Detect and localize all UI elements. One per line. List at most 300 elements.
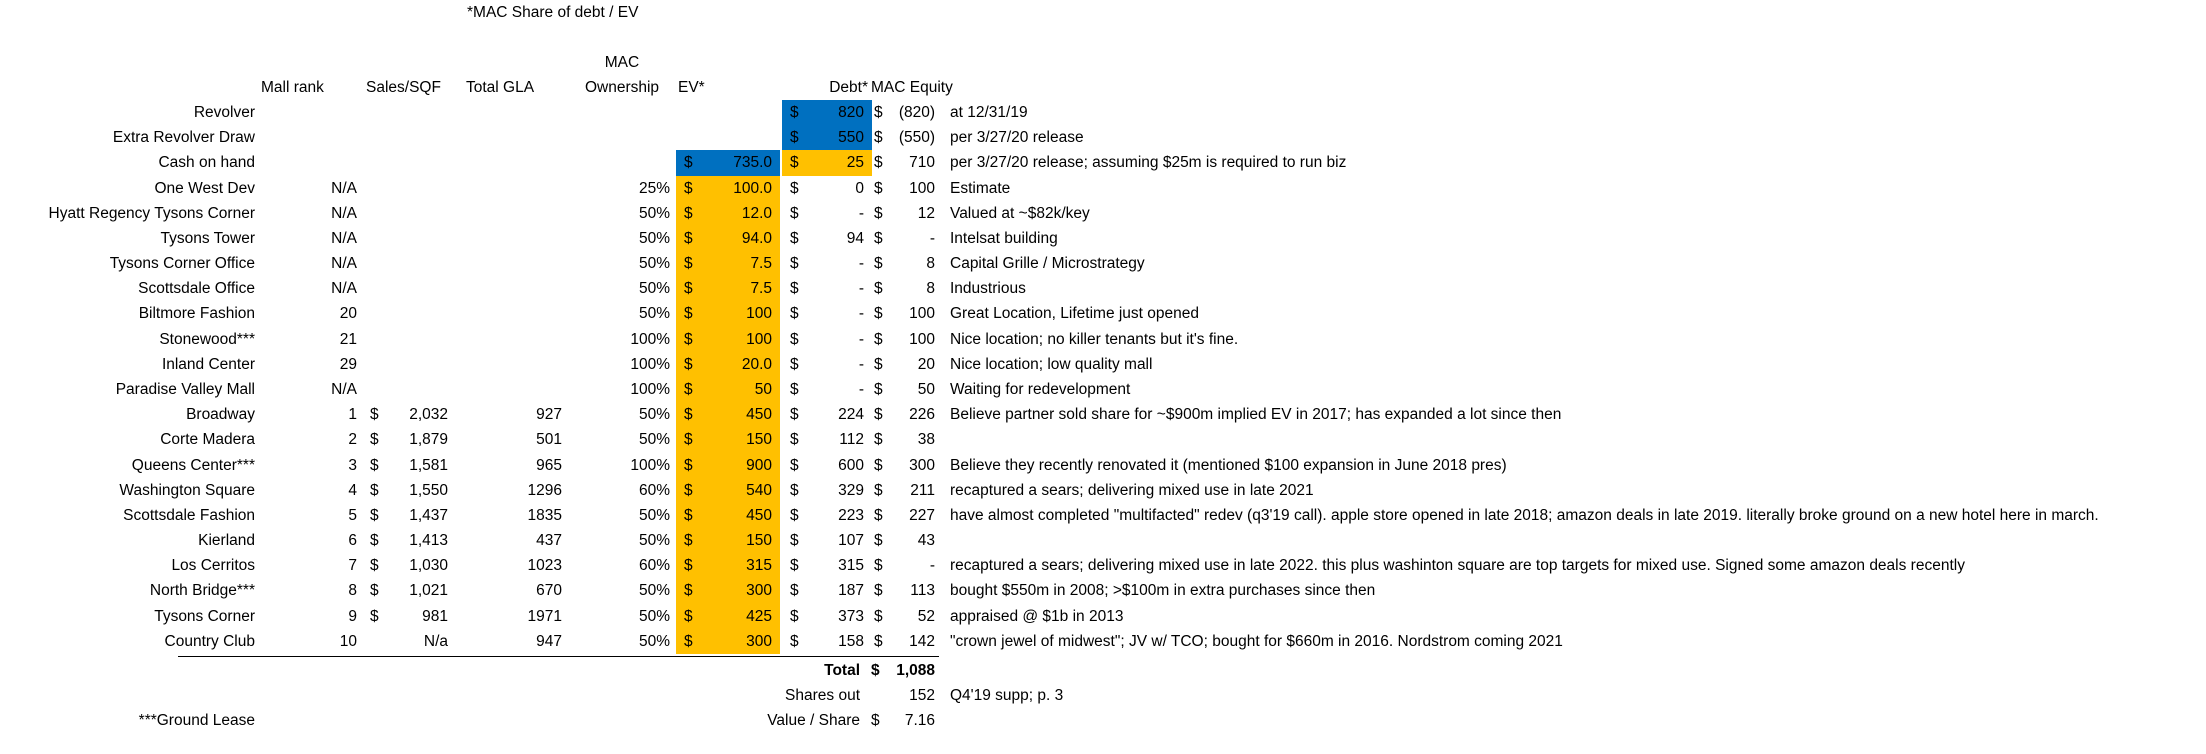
row-gla: 501 — [536, 431, 562, 449]
row-gla: 927 — [536, 406, 562, 424]
row-ev-currency: $ — [684, 280, 693, 298]
row-debt: - — [858, 280, 864, 298]
row-name: Broadway — [186, 406, 255, 424]
row-debt-currency: $ — [790, 305, 799, 323]
row-gla — [470, 276, 562, 301]
row-debt-currency: $ — [790, 506, 799, 524]
shares-value: 152 — [909, 687, 935, 704]
row-ownership — [580, 150, 670, 175]
row-sales-currency — [370, 176, 384, 201]
row-equity-currency: $ — [874, 229, 883, 247]
row-debt-currency: $ — [790, 104, 799, 121]
row-sales: 1,879 — [409, 431, 448, 449]
row-equity-currency: $ — [874, 532, 883, 550]
row-equity: - — [929, 557, 935, 575]
row-note: Industrious — [950, 280, 1026, 298]
header-ev: EV* — [678, 79, 705, 96]
row-ev: 425 — [746, 607, 772, 625]
row-ownership: 50% — [638, 582, 670, 600]
row-ev-currency: $ — [684, 179, 693, 197]
row-rank: 2 — [348, 431, 357, 449]
row-ownership: 100% — [630, 330, 670, 348]
value-per-share-label: Value / Share — [767, 712, 860, 729]
row-equity: (820) — [898, 104, 935, 121]
row-equity-currency: $ — [874, 280, 883, 298]
row-gla — [470, 226, 562, 251]
row-ownership: 50% — [638, 305, 670, 323]
row-equity-currency: $ — [874, 204, 883, 222]
row-sales-currency — [370, 226, 384, 251]
row-name: Biltmore Fashion — [138, 305, 255, 323]
row-sales — [384, 201, 448, 226]
row-ev-currency: $ — [684, 406, 693, 424]
row-sales-currency — [370, 352, 384, 377]
row-equity-currency: $ — [874, 506, 883, 524]
row-gla: 1971 — [527, 607, 562, 625]
row-sales — [384, 377, 448, 402]
row-equity-currency: $ — [874, 330, 883, 348]
header-total-gla: Total GLA — [466, 79, 535, 96]
row-equity: - — [929, 229, 935, 247]
row-rank — [261, 150, 357, 175]
row-equity: 8 — [926, 255, 935, 273]
row-name: Paradise Valley Mall — [115, 380, 255, 398]
row-sales-currency — [370, 629, 384, 654]
row-note: bought $550m in 2008; >$100m in extra purchases since then — [950, 582, 1376, 600]
top-note: *MAC Share of debt / EV — [467, 4, 639, 21]
row-sales-currency — [370, 301, 384, 326]
row-debt: 224 — [838, 406, 864, 424]
row-debt: 329 — [838, 481, 864, 499]
row-sales — [384, 176, 448, 201]
row-name: Scottsdale Office — [138, 280, 255, 298]
row-name: Revolver — [193, 104, 255, 121]
row-name: Washington Square — [119, 481, 255, 499]
row-debt-currency: $ — [790, 204, 799, 222]
row-ev-currency: $ — [684, 532, 693, 550]
row-ownership: 25% — [638, 179, 670, 197]
row-gla — [470, 377, 562, 402]
row-note: Estimate — [950, 179, 1011, 197]
row-gla: 1023 — [527, 557, 562, 575]
row-equity: 52 — [917, 607, 935, 625]
row-note: per 3/27/20 release; assuming $25m is required to run biz — [950, 154, 1347, 172]
row-ev-currency: $ — [684, 330, 693, 348]
row-debt-currency: $ — [790, 330, 799, 348]
row-debt: 600 — [838, 456, 864, 474]
row-rank — [261, 125, 357, 150]
row-equity-currency: $ — [874, 481, 883, 499]
row-debt-currency: $ — [790, 607, 799, 625]
row-note: Nice location; low quality mall — [950, 355, 1153, 373]
row-gla: 947 — [536, 632, 562, 650]
row-note: Valued at ~$82k/key — [950, 204, 1090, 222]
row-rank: 5 — [348, 506, 357, 524]
row-equity: 300 — [909, 456, 935, 474]
row-equity: 710 — [909, 154, 935, 172]
row-note: Capital Grille / Microstrategy — [950, 255, 1145, 273]
row-note: Great Location, Lifetime just opened — [950, 305, 1200, 323]
row-name: Kierland — [198, 532, 255, 550]
row-ownership: 100% — [630, 456, 670, 474]
row-note: appraised @ $1b in 2013 — [950, 607, 1124, 625]
row-rank: 29 — [339, 355, 357, 373]
row-ownership: 50% — [638, 406, 670, 424]
row-equity: 8 — [926, 280, 935, 298]
row-ev-currency: $ — [684, 355, 693, 373]
row-sales — [384, 100, 448, 125]
row-ownership — [580, 100, 670, 125]
value-per-share-currency: $ — [871, 712, 880, 729]
row-ownership: 50% — [638, 632, 670, 650]
row-gla: 1296 — [527, 481, 562, 499]
row-ev-currency: $ — [684, 305, 693, 323]
row-sales — [384, 301, 448, 326]
row-gla — [470, 251, 562, 276]
row-ev: 50 — [754, 380, 772, 398]
row-ev — [676, 125, 772, 150]
row-ev: 20.0 — [741, 355, 772, 373]
row-gla — [470, 327, 562, 352]
row-ev-currency: $ — [684, 255, 693, 273]
row-ownership: 50% — [638, 506, 670, 524]
row-ev-currency: $ — [684, 607, 693, 625]
row-sales-currency: $ — [370, 456, 379, 474]
row-note: Believe they recently renovated it (mentioned $100 expansion in June 2018 pres) — [950, 456, 1507, 474]
row-sales-currency — [370, 276, 384, 301]
row-ev-currency: $ — [684, 557, 693, 575]
row-ownership: 60% — [638, 481, 670, 499]
row-sales-currency: $ — [370, 532, 379, 550]
row-note: Believe partner sold share for ~$900m implied EV in 2017; has expanded a lot since then — [950, 406, 1562, 424]
row-sales: 1,030 — [409, 557, 448, 575]
row-sales-currency: $ — [370, 506, 379, 524]
row-note: per 3/27/20 release — [950, 129, 1084, 147]
row-ev: 100 — [746, 305, 772, 323]
row-rank: N/A — [331, 380, 357, 398]
row-equity-currency: $ — [874, 632, 883, 650]
row-equity-currency: $ — [874, 582, 883, 600]
row-sales-currency: $ — [370, 582, 379, 600]
row-debt-currency: $ — [790, 380, 799, 398]
row-equity: 38 — [917, 431, 935, 449]
row-ev: 315 — [746, 557, 772, 575]
row-name: Corte Madera — [160, 431, 255, 449]
row-equity-currency: $ — [874, 557, 883, 575]
row-sales-currency: $ — [370, 431, 379, 449]
row-gla — [470, 125, 562, 150]
row-ownership — [580, 125, 670, 150]
row-debt: 25 — [846, 154, 864, 172]
row-debt-currency: $ — [790, 154, 799, 172]
row-rank: 21 — [339, 330, 357, 348]
row-sales — [384, 352, 448, 377]
row-equity: 43 — [917, 532, 935, 550]
row-name: Extra Revolver Draw — [112, 129, 255, 147]
header-sales-sqf: Sales/SQF — [366, 79, 441, 96]
row-note: recaptured a sears; delivering mixed use in late 2021 — [950, 481, 1314, 499]
row-ev: 7.5 — [750, 280, 772, 298]
row-ownership: 60% — [638, 557, 670, 575]
row-debt-currency: $ — [790, 179, 799, 197]
row-rank: N/A — [331, 229, 357, 247]
row-debt-currency: $ — [790, 582, 799, 600]
row-debt-currency: $ — [790, 129, 799, 147]
row-debt-currency: $ — [790, 229, 799, 247]
row-ev: 94.0 — [741, 229, 772, 247]
row-sales: 1,021 — [409, 582, 448, 600]
row-equity: 226 — [909, 406, 935, 424]
row-name: Tysons Tower — [160, 229, 255, 247]
row-name: Queens Center*** — [131, 456, 255, 474]
row-equity-currency: $ — [874, 355, 883, 373]
row-equity-currency: $ — [874, 154, 883, 172]
row-debt-currency: $ — [790, 280, 799, 298]
row-ev: 150 — [746, 532, 772, 550]
row-sales-currency — [370, 377, 384, 402]
row-gla — [470, 352, 562, 377]
row-rank: 6 — [348, 532, 357, 550]
row-rank: 3 — [348, 456, 357, 474]
row-ev-currency: $ — [684, 582, 693, 600]
row-note: Waiting for redevelopment — [950, 380, 1131, 398]
row-ev-currency: $ — [684, 154, 693, 172]
row-ev-currency: $ — [684, 632, 693, 650]
row-rank: N/A — [331, 204, 357, 222]
total-currency: $ — [871, 662, 880, 679]
row-ev: 100.0 — [733, 179, 772, 197]
row-debt-currency: $ — [790, 431, 799, 449]
row-equity: 227 — [909, 506, 935, 524]
row-sales-currency — [370, 201, 384, 226]
row-debt: - — [858, 380, 864, 398]
row-gla — [470, 150, 562, 175]
row-ownership: 50% — [638, 229, 670, 247]
row-sales-currency — [370, 251, 384, 276]
header-debt: Debt* — [829, 79, 868, 96]
shares-label: Shares out — [785, 687, 860, 704]
header-mac: MAC — [604, 54, 640, 71]
row-equity: (550) — [898, 129, 935, 147]
row-note: Nice location; no killer tenants but it's fine. — [950, 330, 1239, 348]
row-equity-currency: $ — [874, 179, 883, 197]
row-ev-currency: $ — [684, 229, 693, 247]
row-ownership: 50% — [638, 280, 670, 298]
row-sales-currency: $ — [370, 481, 379, 499]
row-ev: 12.0 — [741, 204, 772, 222]
row-sales — [384, 251, 448, 276]
row-sales: 981 — [422, 607, 448, 625]
row-sales: 1,581 — [409, 456, 448, 474]
row-sales — [384, 150, 448, 175]
row-debt-currency: $ — [790, 456, 799, 474]
row-name: Country Club — [164, 632, 255, 650]
row-ev: 450 — [746, 506, 772, 524]
row-sales: N/a — [423, 632, 448, 650]
row-ev: 540 — [746, 481, 772, 499]
row-equity-currency: $ — [874, 431, 883, 449]
row-debt: 187 — [838, 582, 864, 600]
row-name: Stonewood*** — [159, 330, 255, 348]
row-sales: 1,437 — [409, 506, 448, 524]
row-ev: 735.0 — [733, 154, 772, 172]
row-debt: - — [858, 305, 864, 323]
row-ev: 300 — [746, 632, 772, 650]
row-ev: 300 — [746, 582, 772, 600]
row-ownership: 50% — [638, 204, 670, 222]
row-debt-currency: $ — [790, 632, 799, 650]
row-name: Scottsdale Fashion — [123, 506, 255, 524]
row-debt: 550 — [838, 129, 864, 147]
row-ownership: 50% — [638, 431, 670, 449]
row-note: recaptured a sears; delivering mixed use in late 2022. this plus washinton square are top targets for mixed use. Signed some amazon deals recently — [950, 557, 1965, 575]
row-sales: 1,550 — [409, 481, 448, 499]
row-note: "crown jewel of midwest"; JV w/ TCO; bought for $660m in 2016. Nordstrom coming 2021 — [950, 632, 1563, 650]
row-name: Cash on hand — [158, 154, 255, 172]
footnote-ground-lease: ***Ground Lease — [138, 712, 255, 729]
row-equity-currency: $ — [874, 255, 883, 273]
row-ownership: 50% — [638, 255, 670, 273]
row-gla: 670 — [536, 582, 562, 600]
row-equity-currency: $ — [874, 406, 883, 424]
row-ev-currency: $ — [684, 380, 693, 398]
row-debt: 0 — [855, 179, 864, 197]
row-debt: 94 — [846, 229, 864, 247]
row-equity-currency: $ — [874, 305, 883, 323]
row-debt: 315 — [838, 557, 864, 575]
row-sales-currency: $ — [370, 557, 379, 575]
row-equity-currency: $ — [874, 607, 883, 625]
total-value: 1,088 — [896, 662, 935, 679]
row-equity: 12 — [917, 204, 935, 222]
row-gla: 437 — [536, 532, 562, 550]
row-debt-currency: $ — [790, 355, 799, 373]
shares-note: Q4'19 supp; p. 3 — [950, 687, 1064, 704]
row-sales-currency — [370, 150, 384, 175]
row-name: Hyatt Regency Tysons Corner — [48, 204, 255, 222]
row-debt: - — [858, 355, 864, 373]
row-equity: 50 — [917, 380, 935, 398]
row-debt: - — [858, 255, 864, 273]
row-sales — [384, 226, 448, 251]
row-ev-currency: $ — [684, 506, 693, 524]
row-rank: 9 — [348, 607, 357, 625]
row-rank: N/A — [331, 179, 357, 197]
row-rank: 20 — [339, 305, 357, 323]
row-debt: 373 — [838, 607, 864, 625]
row-sales-currency — [370, 100, 384, 125]
row-ev-currency: $ — [684, 431, 693, 449]
row-name: One West Dev — [154, 179, 255, 197]
row-equity: 100 — [909, 330, 935, 348]
row-debt: 112 — [839, 431, 864, 449]
row-equity: 100 — [909, 179, 935, 197]
row-sales-currency: $ — [370, 406, 379, 424]
row-rank: 10 — [339, 632, 357, 650]
row-sales — [384, 327, 448, 352]
row-ev-currency: $ — [684, 481, 693, 499]
row-ev: 150 — [746, 431, 772, 449]
total-label: Total — [824, 662, 860, 679]
row-sales: 1,413 — [409, 532, 448, 550]
row-debt: 820 — [838, 104, 864, 121]
row-name: Tysons Corner — [154, 607, 255, 625]
row-debt-currency: $ — [790, 532, 799, 550]
row-ev: 100 — [746, 330, 772, 348]
header-mac-equity: MAC Equity — [871, 79, 953, 96]
row-debt: 107 — [838, 532, 864, 550]
row-name: North Bridge*** — [149, 582, 255, 600]
row-ev-currency: $ — [684, 456, 693, 474]
row-gla — [470, 301, 562, 326]
row-note: Intelsat building — [950, 229, 1058, 247]
row-gla — [470, 201, 562, 226]
row-sales-currency — [370, 125, 384, 150]
row-ownership: 50% — [638, 532, 670, 550]
row-gla — [470, 100, 562, 125]
row-rank — [261, 100, 357, 125]
row-debt: 158 — [838, 632, 864, 650]
row-sales — [384, 276, 448, 301]
row-sales-currency — [370, 327, 384, 352]
row-equity: 211 — [910, 481, 935, 499]
row-debt-currency: $ — [790, 406, 799, 424]
row-ev: 450 — [746, 406, 772, 424]
row-ownership: 100% — [630, 355, 670, 373]
row-ev-currency: $ — [684, 204, 693, 222]
row-equity-currency: $ — [874, 456, 883, 474]
row-note: have almost completed "multifacted" redev (q3'19 call). apple store opened in late 2018; amazon deals in late 2019. literally broke ground on a new hotel here in march. — [950, 506, 2099, 524]
table-bottom-border — [178, 656, 939, 657]
row-ev — [676, 100, 772, 125]
row-equity-currency: $ — [874, 104, 883, 121]
row-debt-currency: $ — [790, 481, 799, 499]
row-gla: 1835 — [527, 506, 562, 524]
row-rank: N/A — [331, 280, 357, 298]
row-ev: 7.5 — [750, 255, 772, 273]
row-gla — [470, 176, 562, 201]
row-note: at 12/31/19 — [950, 104, 1028, 121]
row-ev: 900 — [746, 456, 772, 474]
row-sales — [384, 125, 448, 150]
row-equity-currency: $ — [874, 380, 883, 398]
row-name: Inland Center — [161, 355, 255, 373]
header-mall-rank: Mall rank — [261, 79, 324, 96]
value-per-share-value: 7.16 — [904, 712, 935, 729]
row-equity: 20 — [917, 355, 935, 373]
row-debt-currency: $ — [790, 255, 799, 273]
header-ownership: Ownership — [584, 79, 660, 96]
row-rank: N/A — [331, 255, 357, 273]
row-gla: 965 — [536, 456, 562, 474]
row-rank: 8 — [348, 582, 357, 600]
row-sales: 2,032 — [409, 406, 448, 424]
row-sales-currency: $ — [370, 607, 379, 625]
row-equity: 142 — [909, 632, 935, 650]
row-debt: - — [858, 330, 864, 348]
row-equity-currency: $ — [874, 129, 883, 147]
row-debt: 223 — [838, 506, 864, 524]
row-ownership: 50% — [638, 607, 670, 625]
row-ownership: 100% — [630, 380, 670, 398]
row-rank: 1 — [348, 406, 357, 424]
row-equity: 100 — [909, 305, 935, 323]
row-rank: 7 — [348, 557, 357, 575]
row-name: Los Cerritos — [171, 557, 255, 575]
row-equity: 113 — [910, 582, 935, 600]
row-debt: - — [858, 204, 864, 222]
row-name: Tysons Corner Office — [109, 255, 255, 273]
